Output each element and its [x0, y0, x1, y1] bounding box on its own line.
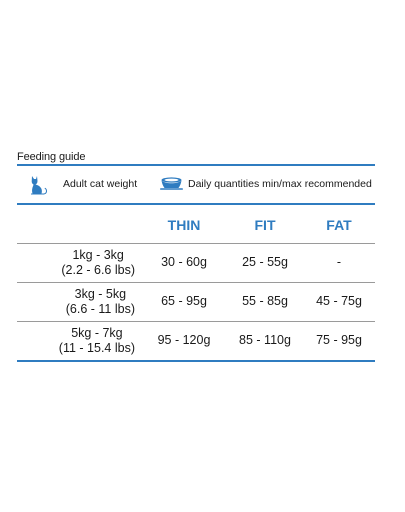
- cat-icon: [25, 173, 49, 197]
- adult-cat-weight-label: Adult cat weight: [63, 178, 138, 190]
- bottom-divider: [17, 360, 375, 362]
- weight-range: [66, 287, 135, 317]
- feeding-guide-title: Feeding guide: [17, 151, 86, 163]
- weight-lbs: (2.2 - 6.6 lbs): [61, 263, 135, 277]
- table-row: [17, 283, 375, 321]
- weight-kg: 5kg - 7kg: [71, 326, 123, 340]
- cell-thin: 95 - 120g: [157, 333, 211, 347]
- column-header-row: [17, 205, 375, 243]
- weight-range: [59, 326, 135, 356]
- food-bowl-icon: [159, 176, 184, 191]
- feeding-guide: [17, 150, 375, 362]
- column-header-fit: FIT: [254, 217, 276, 233]
- column-header-thin: THIN: [167, 217, 201, 233]
- daily-quantities-label: Daily quantities min/max recommended: [188, 178, 372, 190]
- cell-fat: 75 - 95g: [316, 333, 362, 347]
- table-row: [17, 322, 375, 360]
- weight-lbs: (11 - 15.4 lbs): [58, 341, 135, 355]
- weight-range: [61, 248, 135, 278]
- table-row: [17, 244, 375, 282]
- header-row: [17, 166, 375, 203]
- cell-thin: 65 - 95g: [161, 294, 207, 308]
- weight-kg: 1kg - 3kg: [72, 248, 124, 262]
- cell-thin: 30 - 60g: [161, 255, 207, 269]
- cell-fat: 45 - 75g: [316, 294, 362, 308]
- weight-kg: 3kg - 5kg: [74, 287, 127, 301]
- cell-fit: 85 - 110g: [239, 333, 291, 347]
- cell-fat: -: [336, 255, 342, 269]
- cell-fit: 55 - 85g: [242, 294, 288, 308]
- column-header-fat: FAT: [326, 217, 352, 233]
- cell-fit: 25 - 55g: [242, 255, 288, 269]
- weight-lbs: (6.6 - 11 lbs): [65, 302, 135, 316]
